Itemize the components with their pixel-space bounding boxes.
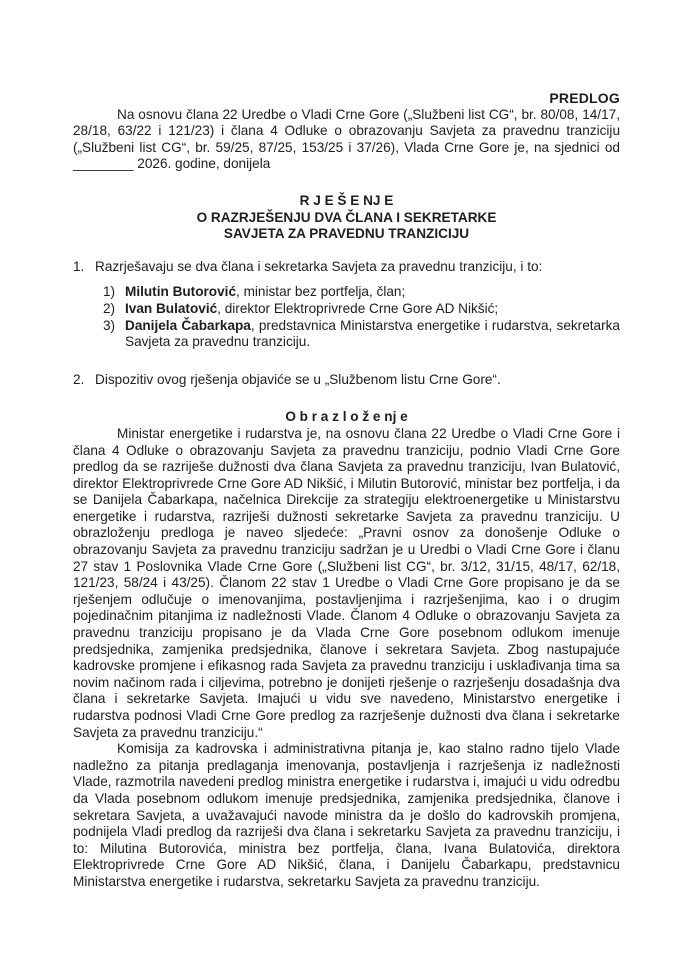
- resolution-title: [73, 193, 620, 243]
- list-item-number: 2): [103, 300, 116, 316]
- list-item-text: [125, 284, 620, 301]
- resolution-point-2: [73, 372, 620, 389]
- dismissed-persons-list: [103, 284, 620, 350]
- resolution-title-line3: SAVJETA ZA PRAVEDNU TRANZICIJU: [223, 226, 470, 242]
- resolution-point-1-number: 1.: [73, 258, 85, 274]
- list-item: [103, 301, 620, 318]
- explanation-paragraph-1: Ministar energetike i rudarstva je, na osnovu člana 22 Uredbe o Vladi Crne Gore i člana 4 Odluke o obrazovanju Savjeta za pravednu tranziciju, podnio Vladi Crne Gore predlog da se razriješe dužnosti dva člana Savjeta za pravednu tranziciju, Ivan Bulatović, direktor Elektroprivrede Crne Gore AD Nikšić, i Milutin Butorović, ministar bez portfelja, i da se Danijela Čabarkapa, načelnica Direkcije za strategiju elektroenergetike u Ministarstvu energetike i rudarstva, razriješi dužnosti sekretarke Savjeta za pravednu tranziciju. U obrazloženju predloga je naveo sljedeće: „Pravni osnov za donošenje Odluke o obrazovanju Savjeta za pravednu tranziciju sadržan je u Uredbi o Vladi Crne Gore i članu 27 stav 1 Poslovnika Vlade Crne Gore („Službeni list CG“, br. 3/12, 31/15, 48/17, 62/18, 121/23, 58/24 i 43/25). Članom 22 stav 1 Uredbe o Vladi Crne Gore propisano je da se rješenjem odlučuje o imenovanjima, postavljenjima i razrješenjima, kao i o drugim pojedinačnim pitanjima iz nadležnosti Vlade. Članom 4 Odluke o obrazovanju Savjeta za pravednu tranziciju propisano je da Vlada Crne Gore posebnom odlukom imenuje predsjednika, zamjenika predsjednika, članove i sekretara Savjeta. Zbog nastupajuće kadrovske promjene i efikasnog rada Savjeta za pravednu tranziciju i usklađivanja tima sa novim načinom rada i ciljevima, potrebno je donijeti rješenje o razrješenju dosadašnja dva člana i sekretarke Savjeta. Imajući u vidu sve navedeno, Ministarstvo energetike i rudarstva podnosi Vladi Crne Gore predlog za razrješenje dužnosti dva člana i sekretarke Savjeta za pravednu tranziciju.“: [73, 425, 620, 740]
- resolution-title-line2: O RAZRJEŠENJU DVA ČLANA I SEKRETARKE: [196, 209, 497, 225]
- explanation-paragraph-2: Komisija za kadrovska i administrativna pitanja je, kao stalno radno tijelo Vlade nadležno za pitanja predlaganja imenovanja, postavljenja i razrješenja iz nadležnosti Vlade, razmotrila navedeni predlog ministra energetike i rudarstva i, imajući u vidu odredbu da Vlada posebnom odlukom imenuje predsjednika, zamjenika predsjednika, članove i sekretara Savjeta, a uvažavajući navode ministra da je došlo do kadrovskih promjena, podnijela Vladi predlog da razriješi dva člana i sekretarku Savjeta za pravednu tranziciju, i to: Milutina Butorovića, ministra bez portfelja, člana, Ivana Bulatovića, direktora Elektroprivrede Crne Gore AD Nikšić, člana, i Danijelu Čabarkapu, predstavnicu Ministarstva energetike i rudarstva, sekretarku Savjeta za pravednu tranziciju.: [73, 741, 620, 889]
- person-role: , predstavnica Ministarstva energetike i rudarstva, sekretarka Savjeta za pravednu tranziciju.: [125, 317, 620, 350]
- list-item: [103, 318, 620, 351]
- person-role: , direktor Elektroprivrede Crne Gore AD Nikšić;: [217, 300, 499, 316]
- list-item-text: [125, 318, 620, 351]
- person-name: Ivan Bulatović: [125, 300, 218, 316]
- list-item-number: 3): [103, 317, 116, 333]
- resolution-title-line1: R J E Š E NJ E: [299, 192, 394, 208]
- document-tag: PREDLOG: [549, 90, 620, 106]
- intro-paragraph: Na osnovu člana 22 Uredbe o Vladi Crne Gore („Službeni list CG“, br. 80/08, 14/17, 28/18, 63/22 i 121/23) i člana 4 Odluke o obrazovanju Savjeta za pravednu tranziciju („Službeni list CG“, br. 59/25, 87/25, 153/25 i 37/26), Vlada Crne Gore je, na sjednici od ________ 2026. godine, donijela: [73, 106, 620, 172]
- explanation-heading: O b r a z l o ž e nj e: [285, 409, 408, 425]
- resolution-point-1: [73, 259, 620, 276]
- resolution-point-1-text: Razrješavaju se dva člana i sekretarka Savjeta za pravednu tranziciju, i to:: [95, 258, 543, 274]
- list-item: [103, 284, 620, 301]
- person-name: Milutin Butorović: [125, 284, 237, 300]
- resolution-point-2-number: 2.: [73, 371, 85, 387]
- person-name: Danijela Čabarkapa: [125, 317, 251, 333]
- list-item-number: 1): [103, 284, 116, 300]
- list-item-text: [125, 301, 620, 318]
- person-role: , ministar bez portfelja, član;: [236, 284, 406, 300]
- resolution-point-2-text: Dispozitiv ovog rješenja objaviće se u „Službenom listu Crne Gore“.: [95, 371, 501, 387]
